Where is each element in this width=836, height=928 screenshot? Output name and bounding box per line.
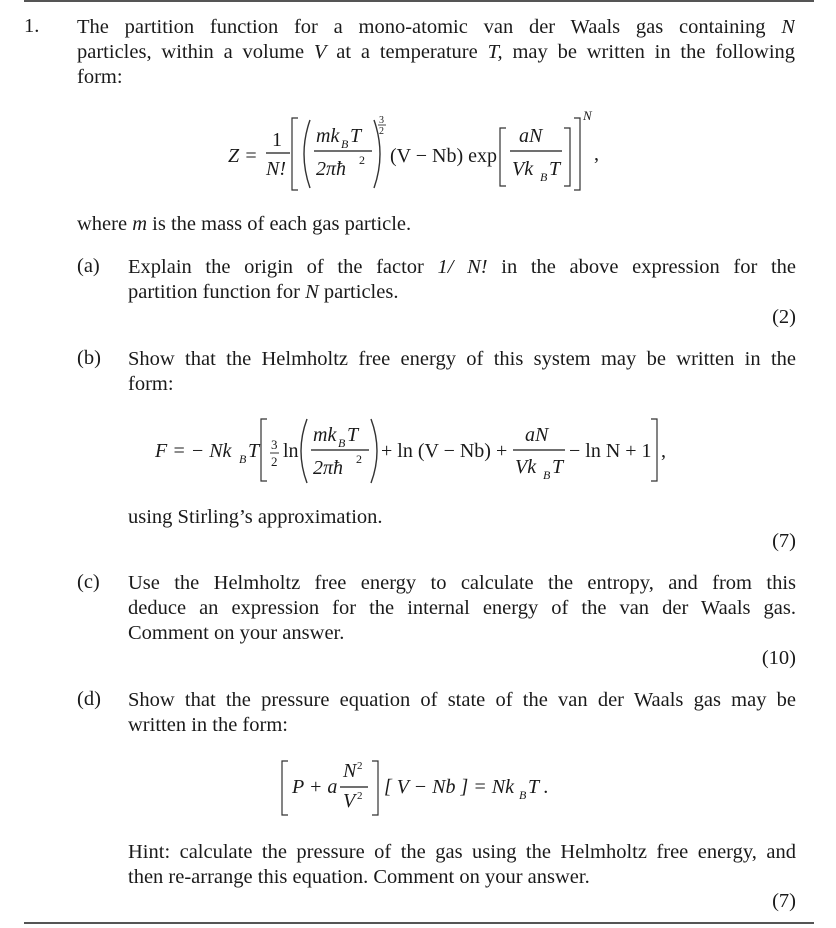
f-ln: ln	[283, 440, 299, 462]
f-tail: − ln N + 1	[569, 440, 652, 462]
p-V: V	[343, 790, 356, 812]
part-d-label: (d)	[77, 688, 101, 710]
part-a-line1: Explain the origin of the factor 1/ N! in the above expression for the	[128, 256, 796, 278]
part-c-label: (c)	[77, 571, 100, 593]
z-2pihbar: 2πħ	[316, 158, 347, 180]
z-one: 1	[272, 129, 282, 151]
part-b-line1: Show that the Helmholtz free energy of this system may be written in the	[128, 348, 796, 370]
z-T: T	[350, 125, 362, 147]
f-num-B: B	[338, 436, 346, 450]
f-den-B: B	[543, 468, 551, 482]
z-comma: ,	[594, 143, 599, 165]
p-N-sq: 2	[357, 760, 363, 772]
z-den-T: T	[549, 158, 561, 180]
z-aN: aN	[519, 125, 543, 147]
part-b-label: (b)	[77, 347, 101, 369]
p-B: B	[519, 788, 527, 802]
part-b-after: using Stirling’s approximation.	[128, 506, 383, 528]
part-a-marks: (2)	[772, 306, 796, 328]
p-N: N	[343, 760, 357, 782]
part-b-marks: (7)	[772, 530, 796, 552]
f-three: 3	[271, 437, 278, 452]
p-Pa: P + a	[292, 776, 338, 798]
question-intro-line1: The partition function for a mono-atomic van der Waals gas containing N	[77, 16, 795, 38]
z-den-B: B	[540, 170, 548, 184]
part-c-line2: deduce an expression for the internal energy of the van der Waals gas.	[128, 597, 796, 619]
f-T: T	[248, 440, 260, 462]
part-a-line2: partition function for N particles.	[128, 281, 399, 303]
part-d-hint2: then re-arrange this equation. Comment on your answer.	[128, 866, 590, 888]
vdw-state-equation	[280, 755, 560, 825]
part-c-line1: Use the Helmholtz free energy to calculate the entropy, and from this	[128, 572, 796, 594]
partition-function-svg	[228, 110, 608, 200]
f-lhs: F = − Nk	[155, 440, 232, 462]
f-mid: + ln (V − Nb) +	[381, 440, 508, 462]
question-number: 1.	[24, 15, 40, 37]
p-T: T .	[528, 776, 549, 798]
f-sq: 2	[356, 452, 362, 466]
vdw-svg	[280, 755, 560, 825]
helmholtz-equation	[155, 415, 675, 495]
z-nfact: N!	[266, 158, 286, 180]
question-intro-line2: particles, within a volume V at a temperature T, may be written in the following	[77, 41, 795, 63]
part-d-line2: written in the form:	[128, 714, 288, 736]
part-c-marks: (10)	[761, 647, 796, 669]
part-d-marks: (7)	[772, 890, 796, 912]
bottom-rule	[24, 922, 814, 924]
z-mid: (V − Nb) exp	[390, 145, 498, 167]
question-intro-line3: form:	[77, 66, 123, 88]
part-a-label: (a)	[77, 255, 100, 277]
z-lhs: Z =	[228, 145, 258, 167]
part-d-line1: Show that the pressure equation of state of the van der Waals gas may be	[128, 689, 796, 711]
f-Vk: Vk	[515, 456, 537, 478]
f-comma: ,	[661, 440, 666, 462]
z-exp-two: 2	[379, 126, 384, 137]
top-rule	[24, 0, 814, 2]
z-Vk: Vk	[512, 158, 534, 180]
z-B: B	[341, 137, 349, 151]
p-V-sq: 2	[357, 790, 363, 802]
partition-function-equation	[228, 110, 608, 200]
z-power-N: N	[583, 108, 592, 123]
f-aN: aN	[525, 424, 549, 446]
part-c-line3: Comment on your answer.	[128, 622, 345, 644]
part-b-line2: form:	[128, 373, 174, 395]
f-num-T: T	[347, 424, 359, 446]
p-mid: [ V − Nb ] = Nk	[384, 776, 514, 798]
f-2pihbar: 2πħ	[313, 457, 344, 479]
f-two: 2	[271, 454, 278, 469]
f-mk: mk	[313, 424, 337, 446]
z-exp-three: 3	[379, 115, 384, 126]
z-sq: 2	[359, 153, 365, 167]
f-den-T: T	[552, 456, 564, 478]
z-mk: mk	[316, 125, 340, 147]
f-B: B	[239, 452, 247, 466]
where-text: where m is the mass of each gas particle.	[77, 213, 412, 235]
helmholtz-svg	[155, 415, 675, 495]
part-d-hint1: Hint: calculate the pressure of the gas using the Helmholtz free energy, and	[128, 841, 796, 863]
